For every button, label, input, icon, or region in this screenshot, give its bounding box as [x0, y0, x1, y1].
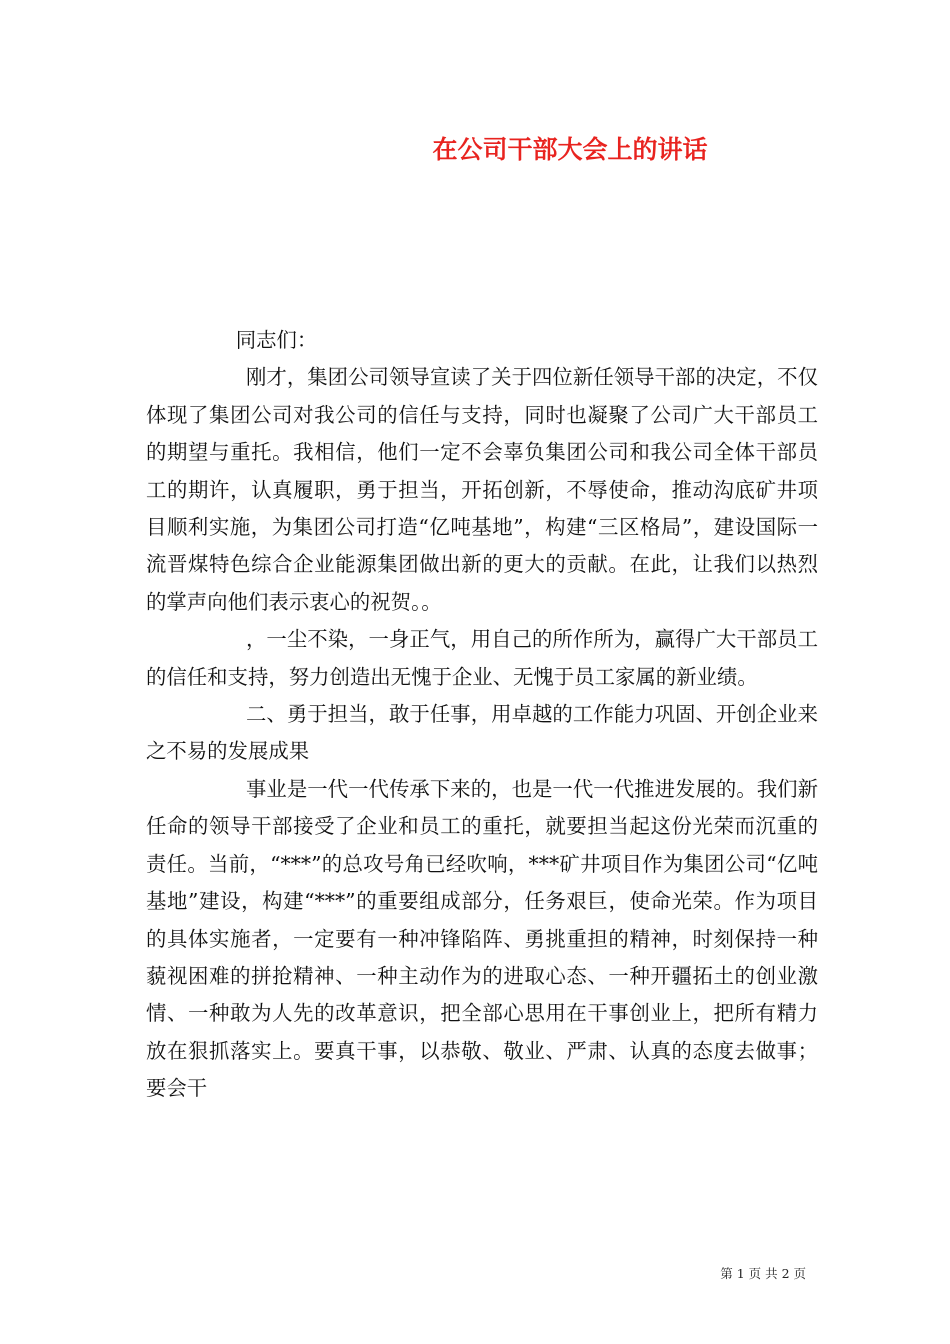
- section-heading-two: 二、勇于担当，敢于任事，用卓越的工作能力巩固、开创企业来之不易的发展成果: [146, 702, 818, 764]
- paragraph-opening: 刚才，集团公司领导宣读了关于四位新任领导干部的决定，不仅体现了集团公司对我公司的信任与支持，同时也凝聚了公司广大干部员工的期望与重托。我相信，他们一定不会辜负集团公司和我公司全体干部员工的期许，认真履职，勇于担当，开拓创新，不辱使命，推动沟底矿井项目顺利实施，为集团公司打造“亿吨基地”，构建“三区格局”，建设国际一流晋煤特色综合企业能源集团做出新的更大的贡献。在此，让我们以热烈的掌声向他们表示衷心的祝贺。。: [146, 365, 818, 614]
- document-body: [146, 322, 818, 1108]
- paragraph-integrity: ，一尘不染，一身正气，用自己的所作所为，赢得广大干部员工的信任和支持，努力创造出无愧于企业、无愧于员工家属的新业绩。: [146, 627, 818, 689]
- paragraph-responsibility: 事业是一代一代传承下来的，也是一代一代推进发展的。我们新任命的领导干部接受了企业和员工的重托，就要担当起这份光荣而沉重的责任。当前，“***”的总攻号角已经吹响，***矿井项目作为集团公司“亿吨基地”建设，构建“***”的重要组成部分，任务艰巨，使命光荣。作为项目的具体实施者，一定要有一种冲锋陷阵、勇挑重担的精神，时刻保持一种藐视困难的拼抢精神、一种主动作为的进取心态、一种开疆拓土的创业激情、一种敢为人先的改革意识，把全部心思用在干事创业上，把所有精力放在狠抓落实上。要真干事，以恭敬、敬业、严肃、认真的态度去做事；要会干: [146, 776, 818, 1101]
- page-number: 第 1 页 共 2 页: [720, 1266, 806, 1281]
- salutation: 同志们：: [235, 328, 318, 352]
- document-title: 在公司干部大会上的讲话: [432, 135, 708, 164]
